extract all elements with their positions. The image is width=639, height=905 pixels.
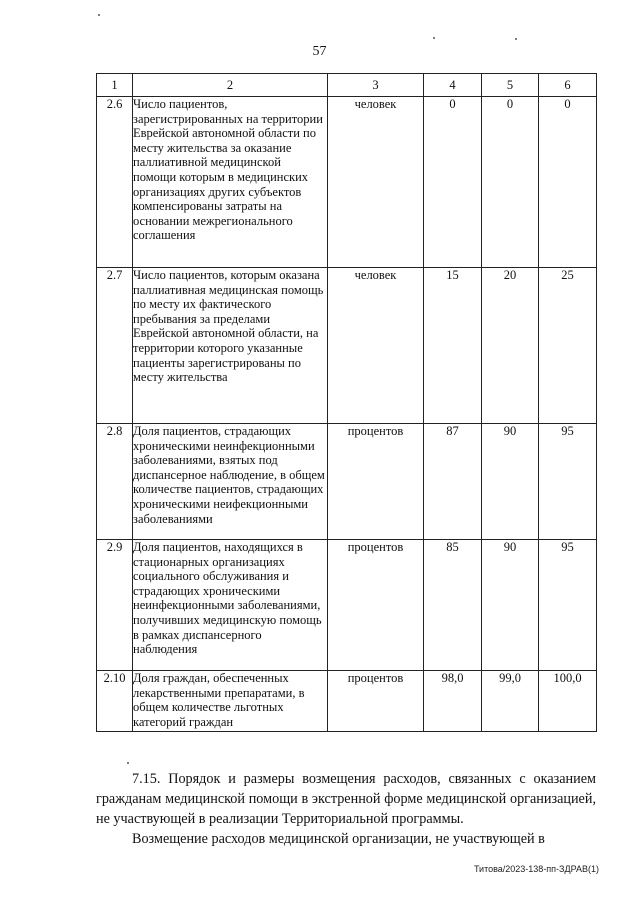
unit-cell: процентов	[328, 671, 424, 732]
row-number: 2.10	[97, 671, 133, 732]
value-cell: 98,0	[424, 671, 482, 732]
row-number: 2.6	[97, 97, 133, 268]
header-cell: 3	[328, 74, 424, 97]
unit-cell: человек	[328, 268, 424, 424]
header-cell: 4	[424, 74, 482, 97]
paragraph-reimbursement: Возмещение расходов медицинской организации, не участвующей в	[132, 831, 545, 847]
value-cell: 87	[424, 424, 482, 540]
value-cell: 25	[539, 268, 597, 424]
unit-cell: процентов	[328, 540, 424, 671]
header-cell: 6	[539, 74, 597, 97]
header-cell: 5	[482, 74, 539, 97]
indicator-table	[96, 73, 597, 732]
indicator-name: Доля граждан, обеспеченных лекарственными препаратами, в общем количестве льготных категорий граждан	[133, 671, 328, 732]
value-cell: 95	[539, 540, 597, 671]
row-number: 2.7	[97, 268, 133, 424]
table-row	[97, 97, 597, 268]
table-row	[97, 671, 597, 732]
value-cell: 0	[424, 97, 482, 268]
scan-speck	[98, 14, 100, 16]
table-row	[97, 424, 597, 540]
value-cell: 90	[482, 424, 539, 540]
document-code: Титова/2023-138-пп-ЗДРАВ(1)	[473, 864, 599, 874]
body-text	[96, 769, 596, 849]
value-cell: 99,0	[482, 671, 539, 732]
indicator-name: Доля пациентов, находящихся в стационарных организациях социального обслуживания и страдающих хроническими неинфекционными заболеваниями, получивших медицинскую помощь в рамках диспансерного наблюдения	[133, 540, 328, 671]
value-cell: 90	[482, 540, 539, 671]
header-cell: 2	[133, 74, 328, 97]
paragraph-7-15: 7.15. Порядок и размеры возмещения расходов, связанных с оказанием гражданам медицинской помощи в экстренной форме медицинской организацией, не участвующей в реализации Территориальной программы.	[96, 771, 596, 827]
page-number: 57	[312, 44, 327, 59]
table-header-row	[97, 74, 597, 97]
value-cell: 20	[482, 268, 539, 424]
value-cell: 0	[482, 97, 539, 268]
header-cell: 1	[97, 74, 133, 97]
scan-speck	[127, 762, 129, 764]
scan-speck	[515, 38, 517, 40]
table-row	[97, 268, 597, 424]
indicator-name: Число пациентов, которым оказана паллиативная медицинская помощь по месту их фактического пребывания за пределами Еврейской автономной области, на территории которого указанные пациенты зарегистрированы по месту жительства	[133, 268, 328, 424]
value-cell: 0	[539, 97, 597, 268]
row-number: 2.9	[97, 540, 133, 671]
value-cell: 85	[424, 540, 482, 671]
value-cell: 100,0	[539, 671, 597, 732]
indicator-name: Доля пациентов, страдающих хроническими неинфекционными заболеваниями, взятых под диспансерное наблюдение, в общем количестве пациентов, страдающих хроническими неифекционными заболеваниями	[133, 424, 328, 540]
table-row	[97, 540, 597, 671]
scan-speck	[433, 37, 435, 39]
value-cell: 15	[424, 268, 482, 424]
row-number: 2.8	[97, 424, 133, 540]
value-cell: 95	[539, 424, 597, 540]
unit-cell: человек	[328, 97, 424, 268]
unit-cell: процентов	[328, 424, 424, 540]
indicator-name: Число пациентов, зарегистрированных на территории Еврейской автономной области по месту жительства за оказание паллиативной медицинской помощи которым в медицинских организациях других субъектов компенсированы затраты на основании межрегионального соглашения	[133, 97, 328, 268]
